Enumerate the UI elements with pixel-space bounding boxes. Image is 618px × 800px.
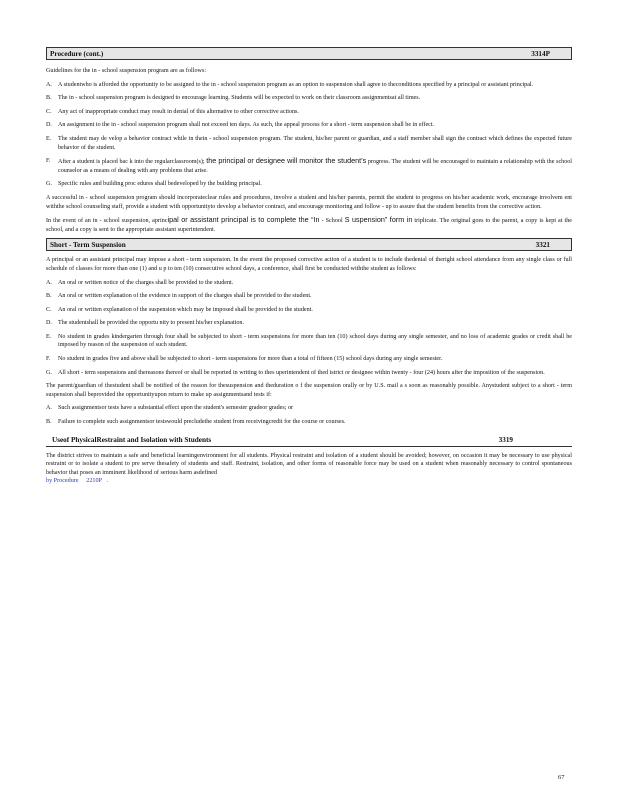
section-code: 3321: [535, 240, 550, 249]
section-title: Procedure (cont.): [50, 49, 104, 58]
section-title: Useof PhysicalRestraint and Isolation with Students: [52, 436, 212, 445]
list-item: B. An oral or written explanation of the evidence in support of the charges shall be provided to the student.: [46, 293, 312, 300]
list-item: D. The studentshall be provided the opportu nity to present his/her explanation.: [46, 320, 244, 327]
paragraph: The district strives to maintain a safe and beneficial learningenvironment for all students. Physical restraint and isolation of a student should be avoided; however, on occasion it may be necessary to use physical restraint or to isolate a student to pre serve thesafety of students and staff. Restraint, isolation, and other forms of reasonable force may be used on a student when reasonably necessary to control spontaneous behavior that poses an imminent likelihood of serious harm asdefined: [46, 452, 572, 476]
list-item: G. All short - term suspensions and thereasons thereof or shall be reported in writing to thes uperintendent of thed istrict or designee within twenty - four (24) hours after the imposition of the suspension.: [46, 369, 545, 376]
list-item: A. An oral or written notice of the charges shall be provided to the student.: [46, 279, 234, 286]
list-item: A. Such assignmentsor tests have a substantial effect upon the student's semester gradeor grades; or: [46, 405, 294, 412]
list-item: F. After a student is placed bac k into the regularclassroom(s); the principal or designee will monitor the student’s progress. The student will be encouraged to maintain a relationship with the school counselor as a means of dealing with any problems that arise.: [46, 156, 572, 174]
paragraph: A principal or an assistant principal may impose a short - term suspension. In the event the proposed corrective action of a student is to include thedenial of theright school attendance from any single class or full schedule of classes for more than one (1) and u p to ten (10) consecutive school days, a conference, shall first be conducted withthe student as follows:: [46, 257, 572, 272]
procedure-link-code[interactable]: 2210P: [86, 478, 102, 485]
list-item: G. Specific rules and building proc edures shall bedeveloped by the building principal.: [46, 181, 262, 188]
list-item: C. An oral or written explanation of the suspension which may be imposed shall be provided to the student.: [46, 306, 313, 313]
list-item: F. No student in grades five and above shall be subjected to short - term suspensions for more than a total of fifteen (15) school days during any single semester.: [46, 356, 443, 363]
section-header-procedure: [46, 47, 572, 60]
list-item: C. Any act of inappropriate conduct may result in denial of this alternative to other corrective actions.: [46, 108, 299, 115]
list-item: E. No student in grades kindergarten through four shall be subjected to short - term suspensions for more than ten (10) school days during any single semester, and no loss of academic grades or credit shall be imposed by reason of the suspension of such student.: [46, 333, 572, 349]
section-header-restraint: [46, 435, 572, 447]
list-item: B. Failure to complete such assignmentsor testswould precludethe student from receivingcredit for the course or courses.: [46, 419, 346, 426]
list-item: D. An assignment to the in - school suspension program shall not exceed ten days. As such, the appeal process for a short - term suspension shall be in effect.: [46, 122, 435, 129]
section-code: 3319: [498, 436, 513, 445]
section-title: Short - Term Suspension: [50, 240, 126, 249]
paragraph: The parent/guardian of thestudent shall be notified of the reason for thesuspension and theduration o f the suspension orally or by U.S. mail a s soon as reasonably possible. Anystudent subject to a short - term suspension shall beprovided the opportunityupon return to make up assignmentsand tests if:: [46, 383, 572, 398]
list-item: B. The in - school suspension program is designed to encourage learning. Students will be expected to work on their classroom assignmentsat all times.: [46, 95, 421, 102]
section-header-short-term: [46, 238, 572, 251]
procedure-link-prefix[interactable]: by Procedure: [46, 478, 79, 485]
paragraph: In the event of an in - school suspension, aprincipal or assistant principal is to complete the “In - School S uspension” form in triplicate. The original goes to the parent, a copy is kept at the school, and a copy is sent to the appropriate assistant superintendent.: [46, 215, 572, 233]
procedure-reference: by Procedure 2210P .: [46, 478, 108, 485]
paragraph: A successful in - school suspension program should incorporateclear rules and procedures, involve a student and his/her parents, permit the student to progress on his/her academic work, encourage involvem ent withthe school counseling staff, provide a student with opportunityto develop a behavior contract, and encourage monitoring and follow - up to assure that the student benefits from the corrective action.: [46, 194, 572, 210]
page-number: 67: [558, 774, 565, 781]
document-page: [46, 47, 572, 486]
list-item: A. A studentwho is afforded the opportunity to be assigned to the in - school suspension program as an option to suspension shall agree to theconditions specified by a principal or assistant principal.: [46, 81, 534, 88]
list-item: E. The student may de velop a behavior contract while in thein - school suspension program. The student, his/her parent or guardian, and a staff member shall sign the contract which defines the expected future behavior of the student.: [46, 135, 572, 151]
section-code: 3314P: [531, 49, 550, 58]
guidelines-intro: Guidelines for the in - school suspension program are as follows:: [46, 68, 207, 74]
